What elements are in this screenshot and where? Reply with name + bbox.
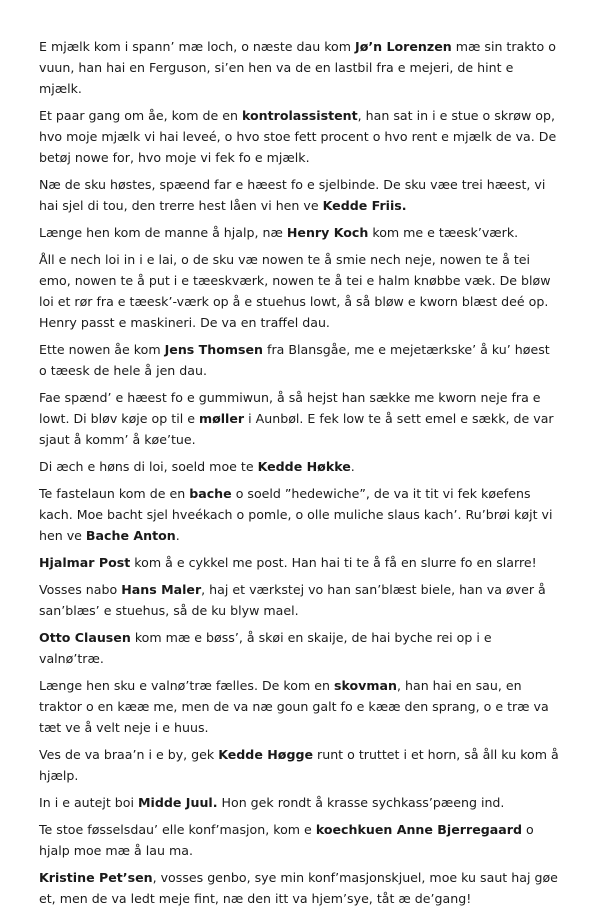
text-run: Længe hen kom de manne å hjalp, næ	[39, 225, 287, 240]
text-run: Næ de sku høstes, spæend far e hæest fo e sjelbinde. De sku væe trei hæest, vi hai sjel di tou, den trerre hest låen vi hen ve	[39, 177, 546, 213]
bold-name: møller	[198, 411, 245, 426]
bold-name: Jø’n Lorenzen	[355, 39, 452, 54]
paragraph	[39, 552, 559, 573]
text-run: kom me e tæesk’værk.	[368, 225, 519, 240]
text-run: In i e autejt boi	[39, 795, 138, 810]
paragraph	[39, 456, 559, 477]
bold-name: Bache Anton	[85, 528, 176, 543]
bold-name: koechkuen Anne Bjerregaard	[315, 822, 522, 837]
bold-name: kontrolassistent	[241, 108, 358, 123]
text-run: Ves de va braa’n i e by, gek	[39, 747, 219, 762]
text-run: o soeld ”hedewiche”, de va it tit vi fek køefens kach. Moe bacht sjel hveékach o pomle, o olle muliche slaus kach’. Ru’brøi køjt vi hen ve	[39, 486, 553, 543]
bold-name: Otto Clausen	[39, 630, 131, 645]
text-run: Hon gek rondt å krasse sychkass’pæeng ind.	[217, 795, 505, 810]
text-run: , haj et værkstej vo han san’blæst biele, han va øver å san’blæs’ e stuehus, så de ku blyw mael.	[39, 582, 546, 618]
paragraph	[39, 744, 559, 786]
text-run: runt o truttet i et horn, så åll ku kom å hjælp.	[39, 747, 559, 783]
text-run: Et paar gang om åe, kom de en	[39, 108, 242, 123]
paragraph	[39, 627, 559, 669]
paragraph	[39, 483, 559, 546]
text-run: o hjalp moe mæ å lau ma.	[39, 822, 534, 858]
bold-name: Jens Thomsen	[164, 342, 264, 357]
text-run: Vosses nabo	[39, 582, 122, 597]
bold-name: Hans Maler	[121, 582, 202, 597]
text-run: Længe hen sku e valnø’træ fælles. De kom en	[39, 678, 334, 693]
paragraph	[39, 579, 559, 621]
paragraph	[39, 174, 559, 216]
text-run: Te stoe føsselsdau’ elle konf’masjon, kom e	[39, 822, 316, 837]
text-run: E mjælk kom i spann’ mæ loch, o næste dau kom	[39, 39, 356, 54]
paragraph	[39, 867, 559, 909]
text-run: , han hai en sau, en traktor o en kææ me, men de va næ goun galt fo e kææ den sprang, o e træ va tæt ve å velt neje i e huus.	[39, 678, 549, 735]
text-run: Di æch e høns di loi, soeld moe te	[39, 459, 258, 474]
text-run: Fae spænd’ e hæest fo e gummiwun, å så hejst han sække me kworn neje fra e lowt. Di bløv køje op til e	[39, 390, 541, 426]
text-run: , han sat in i e stue o skrøw op, hvo moje mjælk vi hai leveé, o hvo stoe fett procent o hvo rent e mjælk de va. De betøj nowe for, hvo moje vi fek fo e mjælk.	[39, 108, 557, 165]
bold-name: Midde Juul.	[137, 795, 218, 810]
paragraph	[39, 675, 559, 738]
paragraph	[39, 387, 559, 450]
bold-name: Kedde Høgge	[218, 747, 314, 762]
paragraph	[39, 105, 559, 168]
text-run: , vosses genbo, sye min konf’masjonskjuel, moe ku saut haj gøe et, men de va ledt meje fint, næ den itt va hjem’sye, tåt æ de’gang!	[39, 870, 558, 906]
document-body	[39, 36, 559, 909]
bold-name: Kristine Pet’sen	[39, 870, 153, 885]
text-run: .	[350, 459, 355, 474]
bold-name: Henry Koch	[286, 225, 369, 240]
bold-name: Hjalmar Post	[39, 555, 131, 570]
text-run: mæ sin trakto o vuun, han hai en Ferguson, si’en hen va de en lastbil fra e mejeri, de hint e mjælk.	[39, 39, 556, 96]
bold-name: bache	[189, 486, 232, 501]
text-run: .	[175, 528, 180, 543]
bold-name: Kedde Høkke	[257, 459, 351, 474]
paragraph	[39, 819, 559, 861]
paragraph	[39, 339, 559, 381]
paragraph	[39, 249, 559, 333]
text-run: fra Blansgåe, me e mejetærkske’ å ku’ høest o tæesk de hele å jen dau.	[39, 342, 550, 378]
paragraph	[39, 792, 559, 813]
bold-name: skovman	[334, 678, 397, 693]
text-run: Te fastelaun kom de en	[39, 486, 190, 501]
text-run: i Aunbøl. E fek low te å sett emel e sækk, de var sjaut å komm’ å køe’tue.	[39, 411, 554, 447]
text-run: Ette nowen åe kom	[39, 342, 165, 357]
paragraph	[39, 36, 559, 99]
text-run: kom mæ e bøss’, å skøi en skaije, de hai byche rei op i e valnø’træ.	[39, 630, 492, 666]
text-run: Åll e nech loi in i e lai, o de sku væ nowen te å smie nech neje, nowen te å tei emo, nowen te å put i e tæeskværk, nowen te å tei e halm knøbbe væk. De bløw loi et rør fra e tæesk’-værk op å e stuehus lowt, å så bløw e kworn blæst deé op. Henry passt e maskineri. De va en traffel dau.	[39, 252, 551, 330]
document-page	[39, 36, 559, 915]
paragraph	[39, 222, 559, 243]
bold-name: Kedde Friis.	[322, 198, 407, 213]
text-run: kom å e cykkel me post. Han hai ti te å få en slurre fo en slarre!	[130, 555, 537, 570]
